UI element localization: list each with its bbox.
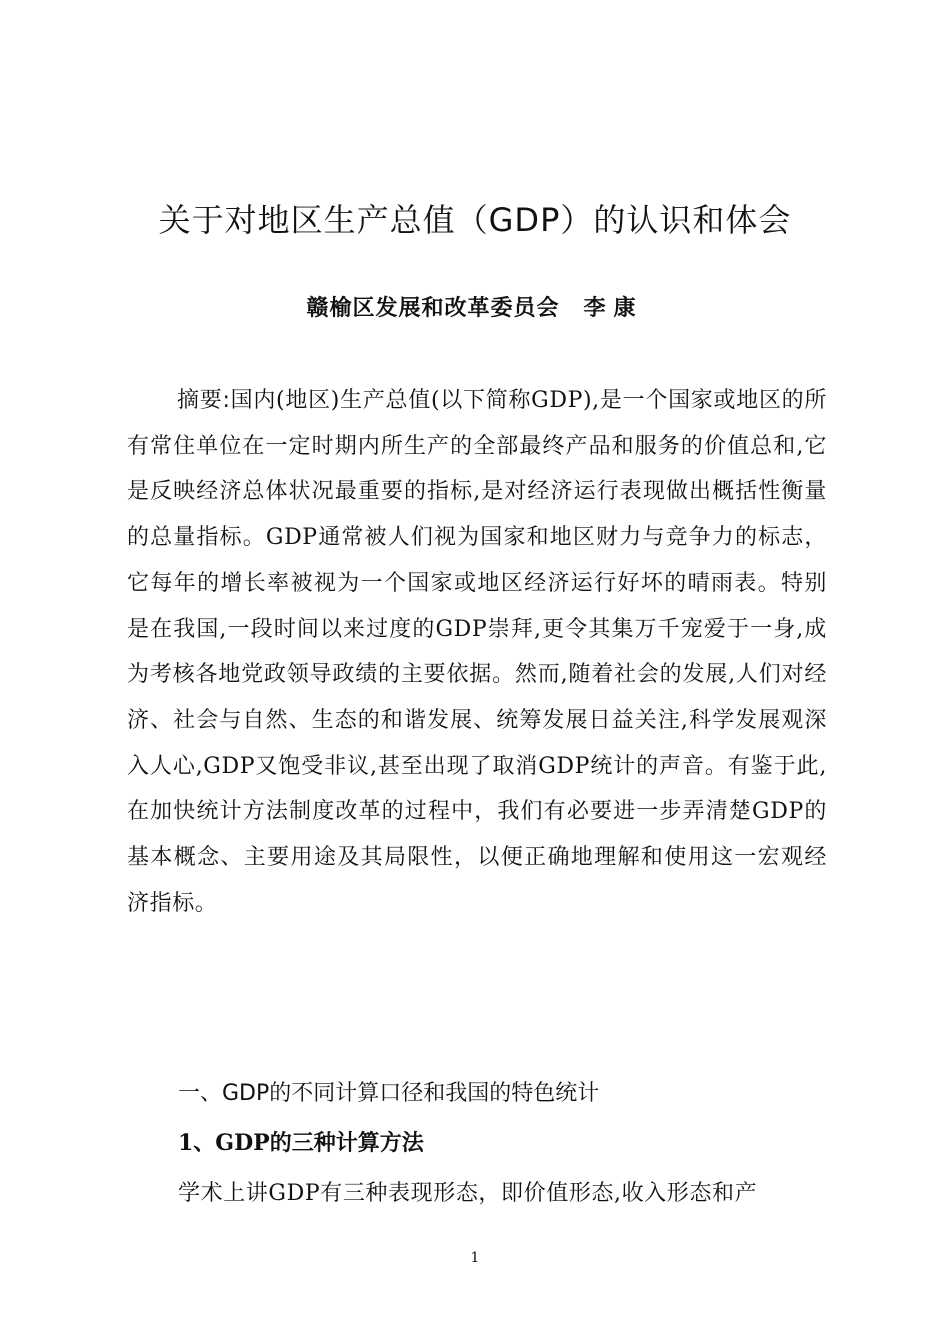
body-paragraph: 学术上讲GDP有三种表现形态，即价值形态,收入形态和产 [178, 1181, 758, 1206]
byline-author: 李康 [583, 295, 644, 321]
byline [0, 290, 950, 326]
page-number: 1 [470, 1250, 480, 1266]
abstract-paragraph [127, 378, 827, 926]
document-title: 关于对地区生产总值（GDP）的认识和体会 [158, 201, 792, 239]
byline-organization: 赣榆区发展和改革委员会 [306, 295, 560, 321]
abstract-label: 摘要: [177, 388, 231, 413]
section-heading: 一、GDP的不同计算口径和我国的特色统计 [178, 1081, 600, 1106]
subsection-heading: 1、GDP的三种计算方法 [178, 1130, 424, 1156]
abstract-text: 国内(地区)生产总值(以下简称GDP),是一个国家或地区的所有常住单位在一定时期内所生产的全部最终产品和服务的价值总和,它是反映经济总体状况最重要的指标,是对经济运行表现做出概括性衡量的总量指标。GDP通常被人们视为国家和地区财力与竞争力的标志，它每年的增长率被视为一个国家或地区经济运行好坏的晴雨表。特别是在我国,一段时间以来过度的GDP崇拜,更令其集万千宠爱于一身,成为考核各地党政领导政绩的主要依据。然而,随着社会的发展,人们对经济、社会与自然、生态的和谐发展、统筹发展日益关注,科学发展观深入人心,GDP又饱受非议,甚至出现了取消GDP统计的声音。有鉴于此,在加快统计方法制度改革的过程中，我们有必要进一步弄清楚GDP的基本概念、主要用途及其局限性，以便正确地理解和使用这一宏观经济指标。 [127, 388, 828, 916]
